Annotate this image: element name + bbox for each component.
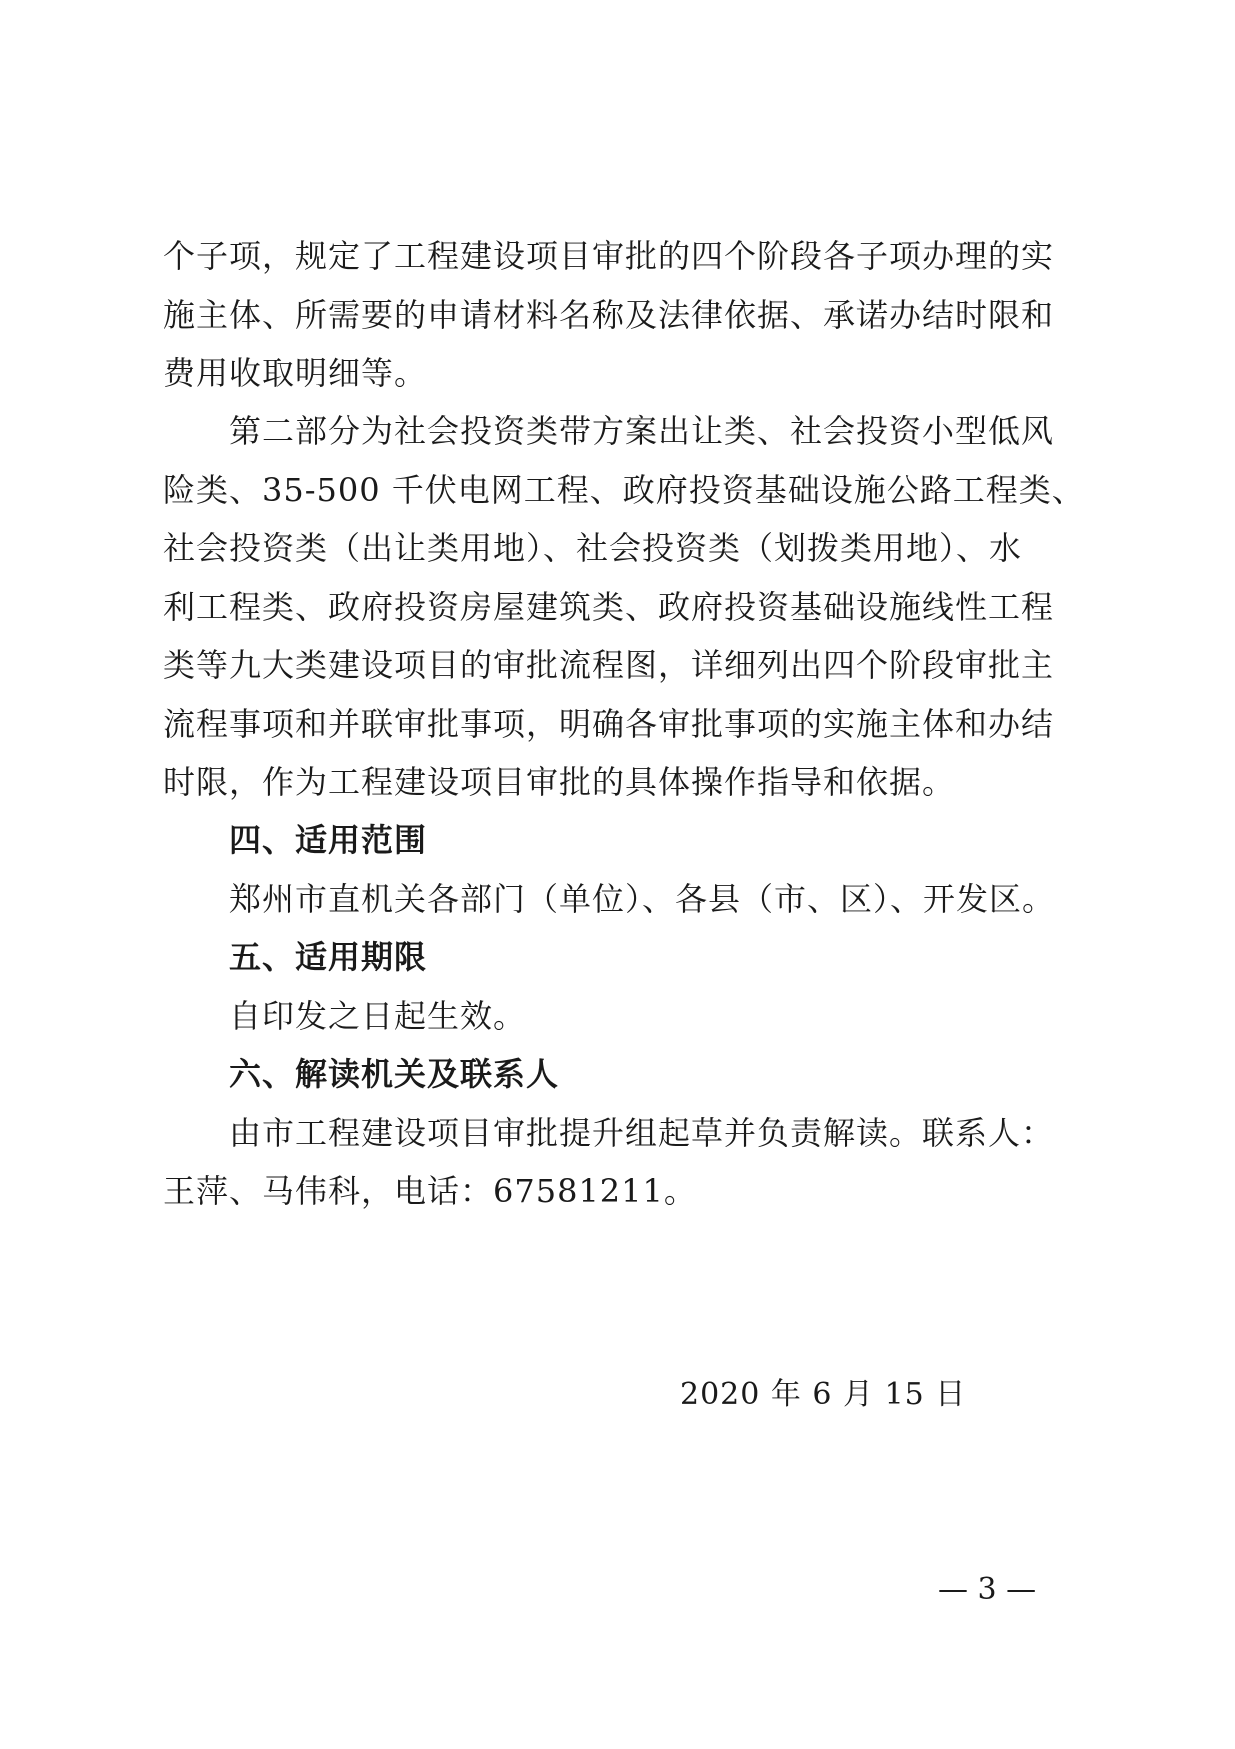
body-text-line: 由市工程建设项目审批提升组起草并负责解读。联系人：: [229, 1114, 1055, 1152]
section-heading-contact: 六、解读机关及联系人: [229, 1055, 560, 1093]
body-text-line: 自印发之日起生效。: [229, 997, 527, 1035]
section-heading-scope: 四、适用范围: [229, 821, 428, 859]
document-date: 2020 年 6 月 15 日: [680, 1377, 967, 1412]
body-text-line: 险类、35-500 千伏电网工程、政府投资基础设施公路工程类、: [163, 471, 1085, 509]
body-text-line: 流程事项和并联审批事项，明确各审批事项的实施主体和办结: [163, 705, 1055, 743]
body-text-line: 郑州市直机关各部门（单位）、各县（市、区）、开发区。: [229, 880, 1056, 918]
body-text-line: 时限，作为工程建设项目审批的具体操作指导和依据。: [163, 763, 956, 801]
body-text-line: 第二部分为社会投资类带方案出让类、社会投资小型低风: [229, 412, 1055, 450]
body-text-line: 利工程类、政府投资房屋建筑类、政府投资基础设施线性工程: [163, 588, 1055, 626]
body-text-line: 类等九大类建设项目的审批流程图，详细列出四个阶段审批主: [163, 646, 1055, 684]
page-number: — 3 —: [938, 1572, 1037, 1607]
body-text-line: 施主体、所需要的申请材料名称及法律依据、承诺办结时限和: [163, 296, 1055, 334]
section-heading-period: 五、适用期限: [229, 938, 428, 976]
body-text-line: 个子项，规定了工程建设项目审批的四个阶段各子项办理的实: [163, 237, 1055, 275]
body-text-line: 社会投资类（出让类用地）、社会投资类（划拨类用地）、水: [163, 529, 1023, 567]
body-text-line: 王萍、马伟科，电话：67581211。: [163, 1172, 697, 1210]
body-text-line: 费用收取明细等。: [163, 354, 428, 392]
